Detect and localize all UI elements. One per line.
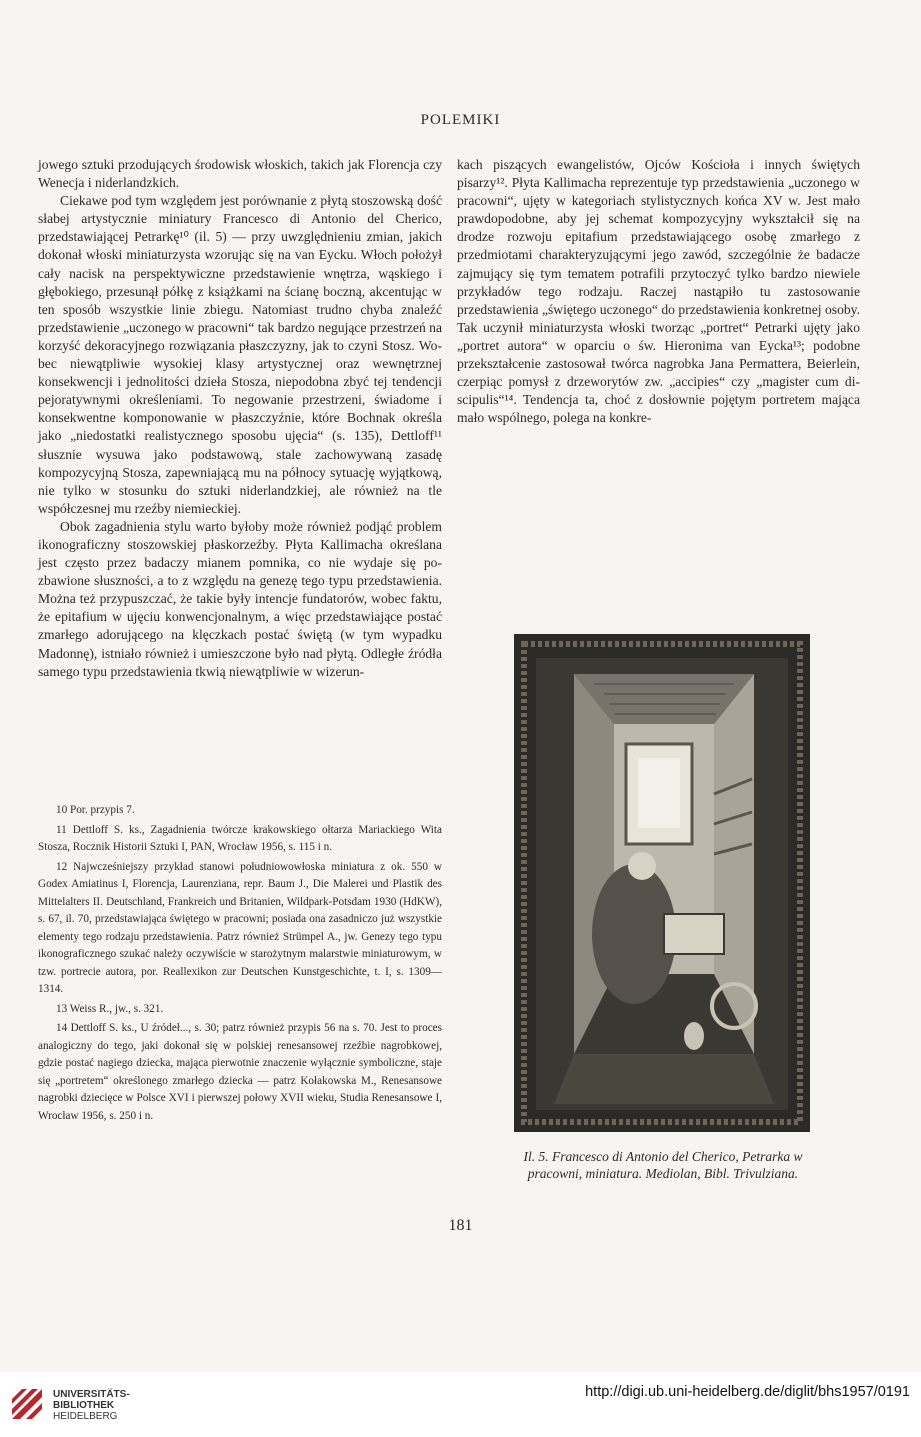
footnote: 12 Najwcześniejszy przykład stanowi południowowłoska miniatura z ok. 550 w Godex Amiatinus I, Florencja, Laurenziana, repr. Baum J., Die Malerei und Plastik des Mittelalters II. Deutschland, Frankreich und Britanien, Wildpark-Potsdam 1930 (HdKW), s. 67, il. 70, przedstawiająca świętego w pracowni; posiada ona zasadniczo już wszystkie elementy tego rodzaju przedstawienia. Patrz również Strümpel A., jw. Genezy tego typu ikonograficznego szukać należy oczywiście w starożytnym malarstwie miniaturowym, w tzw. portrecie autora, por. Reallexikon zur Deutschen Kunstgeschichte, t. I, s. 1309—1314.	[38, 860, 442, 995]
footnote: 11 Dettloff S. ks., Zagadnienia twórcze krakowskiego ołtarza Mariackiego Wita Stosza, Rocznik Historii Sztuki I, PAN, Wrocław 1956, s. 115 i n.	[38, 823, 442, 853]
paragraph: Obok zagadnienia stylu warto byłoby może również podjąć problem ikonograficzny stoszowskiej płaskorzeźby. Płyta Kallimacha określana jest często przez badaczy mianem pomnika, co nie wydaje się pozbawione słuszności, a to z względu na genezę tego typu przedstawienia. Można też przypuszczać, że takie były intencje fundatorów, wobec faktu, że epitafium w ujęciu konwencjonalnym, a więc przedstawiające postać zmarłego adorującego na klęczkach postać świętą (w tym wypadku Madonnę), istniało również i umieszczone było nad płytą. Odległe źródła samego typu przedstawienia tkwią niewątpliwie w wizerun-	[38, 518, 442, 679]
page-number: 181	[448, 1217, 473, 1234]
footnotes	[38, 802, 442, 1127]
right-text-column	[457, 156, 860, 427]
library-footer	[0, 1372, 921, 1437]
figure-caption: Il. 5. Francesco di Antonio del Cherico, Petrarka w pracowni, miniatura. Mediolan, Bibl. Trivulziana.	[523, 1149, 803, 1181]
library-name: UNIVERSITÄTS- BIBLIOTHEK HEIDELBERG	[53, 1389, 130, 1422]
page-url-link[interactable]: http://digi.ub.uni-heidelberg.de/diglit/bhs1957/0191	[585, 1384, 910, 1400]
miniature-illustration	[514, 634, 810, 1132]
paragraph: Ciekawe pod tym względem jest porównanie z płytą stoszowską dość słabej artystycznie miniatury Francesco di Antonio del Cherico, przedstawiającej Petrarkę¹⁰ (il. 5) — przy uwzględnieniu zmian, jakich dokonał włoski miniaturzysta wzorując się na van Eycku. Włoch położył cały nacisk na perspektywiczne przedstawienie wnętrza, wąskiego i głębokiego, przesunął półkę z książkami na ścianę boczną, akcentując w ten sposób wszystkie linie zbiegu. Natomiast trudno chyba znaleźć przedstawienie „uczonego w pracowni“ tak bardzo negujące przestrzeń na korzyść dekoracyjnego rozwiązania płaszczyzny, jak to czyni Stosz. Wobec niewątpliwie wysokiej klasy artystycznej oraz wewnętrznej konsekwencji i jednolitości dzieła Stosza, niepodobna zbyć tej tendencji pejoratywnymi określeniami. To negowanie przestrzeni, świadome i konsekwentne komponowanie w płaszczyźnie, które Bochnak określa jako „niedostatki realistycznego sposobu ujęcia“ (s. 135), Dettloff¹¹ słusznie wysuwa jako podstawową, stale zachowywaną zasadę kompozycyjną Stosza, zapewniającą mu na północy sytuację wyjątkową, nie tylko w stosunku do sztuki niderlandzkiej, ale również na tle współczesnej mu rzeźby niemieckiej.	[38, 193, 442, 516]
footnote: 14 Dettloff S. ks., U źródeł..., s. 30; patrz również przypis 56 na s. 70. Jest to proces analogiczny do tego, jaki dokonał się w polskiej renesansowej rzeźbie nagrobkowej, gdzie postać nagiego dziecka, mająca pierwotnie znaczenie wyłącznie symboliczne, staje się „portretem“ określonego zmarłego dziecka — patrz Kołakowska M., Renesansowe nagrobki dziecięce w Polsce XVI i pierwszej połowy XVII wieku, Studia Renesansowe I, Wrocław 1956, s. 250 i n.	[38, 1022, 442, 1122]
paragraph: jowego sztuki przodujących środowisk włoskich, takich jak Florencja czy Wenecja i niderlandzkich.	[38, 157, 442, 191]
library-logo[interactable]	[10, 1385, 160, 1427]
library-emblem-icon	[10, 1387, 44, 1421]
left-text-column	[38, 156, 442, 681]
footnote: 13 Weiss R., jw., s. 321.	[56, 1002, 164, 1015]
paragraph: kach piszących ewangelistów, Ojców Kościoła i innych świętych pisarzy¹². Płyta Kallimacha reprezentuje typ przedstawienia „uczonego w pracowni“, ujęty w kategoriach stylistycznych końca XV w. Jest mało prawdopodobne, aby jej schemat kompozycyjny wykształcił się na drodze rozwoju epitafium przedstawiającego osobę zmarłego z przedmiotami charakteryzującymi jego zawód, szczególnie że badacze zajmujący się tym tematem potrafili przytoczyć tylko bardzo niewiele przykładów tego rodzaju. Raczej nastąpiło tu zastosowanie przedstawienia „świętego uczonego“ do przedstawienia konkretnej osoby. Tak uczynił miniaturzysta włoski tworząc „portret“ Petrarki ujęty jako „portret autora“ w oparciu o św. Hieronima van Eycka¹³; podobne przekształcenie zastosował twórca nagrobka Jana Permattera, Beierlein, czerpiąc pomysł z drzeworytów zw. „accipies“ czy „magister cum discipulis“¹⁴. Tendencja ta, choć z dosłownie pojętym portretem mająca mało wspólnego, polega na konkre-	[457, 157, 860, 426]
footnote: 10 Por. przypis 7.	[56, 804, 135, 816]
running-header: POLEMIKI	[420, 112, 501, 128]
